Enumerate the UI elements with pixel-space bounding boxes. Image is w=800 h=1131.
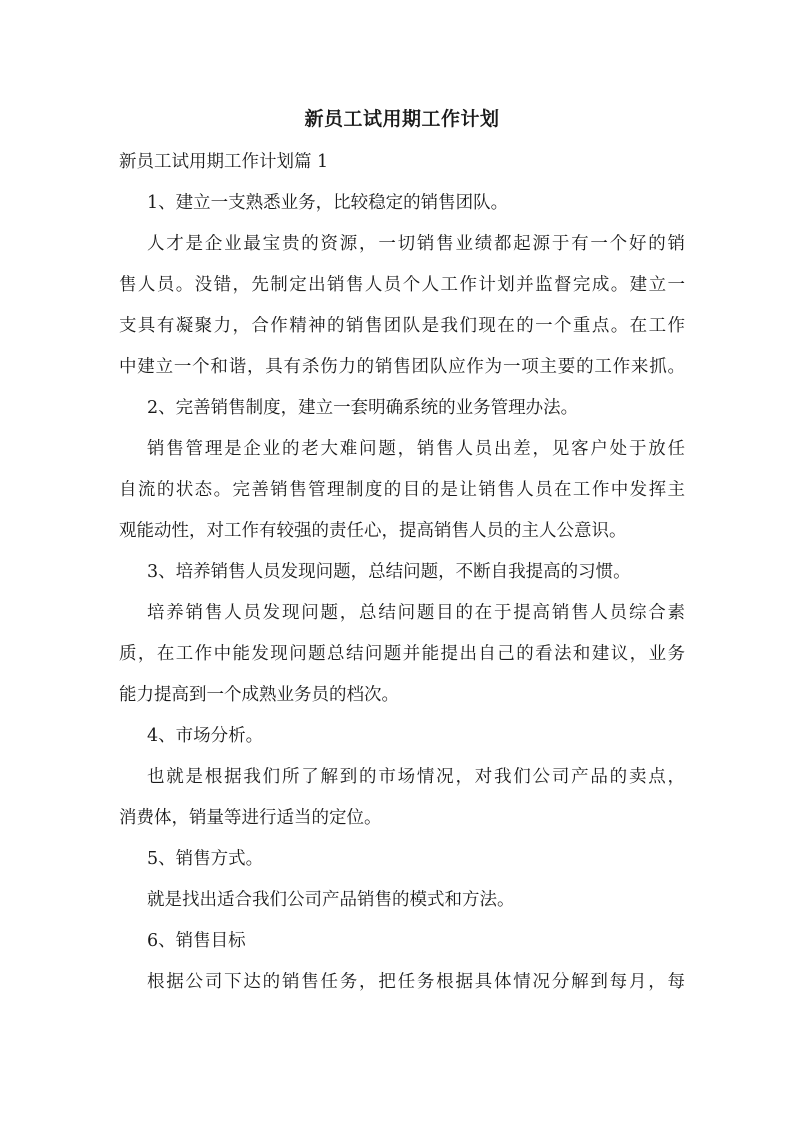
section-heading-1: 1、建立一支熟悉业务，比较稳定的销售团队。	[147, 193, 509, 213]
section-heading-5: 5、销售方式。	[147, 849, 264, 869]
paragraph-line: 根据公司下达的销售任务，把任务根据具体情况分解到每月，每	[147, 972, 685, 992]
section-heading-3: 3、培养销售人员发现问题，总结问题，不断自我提高的习惯。	[147, 562, 631, 582]
section-heading-4: 4、市场分析。	[147, 726, 264, 746]
section-heading-6: 6、销售目标	[147, 931, 246, 951]
section-heading-2: 2、完善销售制度，建立一套明确系统的业务管理办法。	[147, 398, 579, 418]
paragraph-line: 观能动性，对工作有较强的责任心，提高销售人员的主人公意识。	[119, 521, 627, 541]
paragraph-line: 消费体，销量等进行适当的定位。	[119, 808, 382, 828]
paragraph-line: 售人员。没错，先制定出销售人员个人工作计划并监督完成。建立一	[119, 275, 685, 295]
paragraph-line: 也就是根据我们所了解到的市场情况，对我们公司产品的卖点，	[147, 767, 685, 787]
document-title: 新员工试用期工作计划	[304, 108, 500, 130]
document-subtitle: 新员工试用期工作计划篇 1	[119, 152, 329, 172]
paragraph-line: 支具有凝聚力，合作精神的销售团队是我们现在的一个重点。在工作	[119, 316, 685, 336]
paragraph-line: 中建立一个和谐，具有杀伤力的销售团队应作为一项主要的工作来抓。	[119, 357, 685, 377]
paragraph-line: 自流的状态。完善销售管理制度的目的是让销售人员在工作中发挥主	[119, 480, 685, 500]
paragraph-line: 能力提高到一个成熟业务员的档次。	[119, 685, 399, 705]
paragraph-line: 培养销售人员发现问题，总结问题目的在于提高销售人员综合素	[147, 603, 685, 623]
paragraph-line: 质，在工作中能发现问题总结问题并能提出自己的看法和建议，业务	[119, 644, 685, 664]
paragraph-line: 销售管理是企业的老大难问题，销售人员出差，见客户处于放任	[147, 439, 685, 459]
paragraph-line: 人才是企业最宝贵的资源，一切销售业绩都起源于有一个好的销	[147, 234, 685, 254]
paragraph-line: 就是找出适合我们公司产品销售的模式和方法。	[147, 890, 515, 910]
